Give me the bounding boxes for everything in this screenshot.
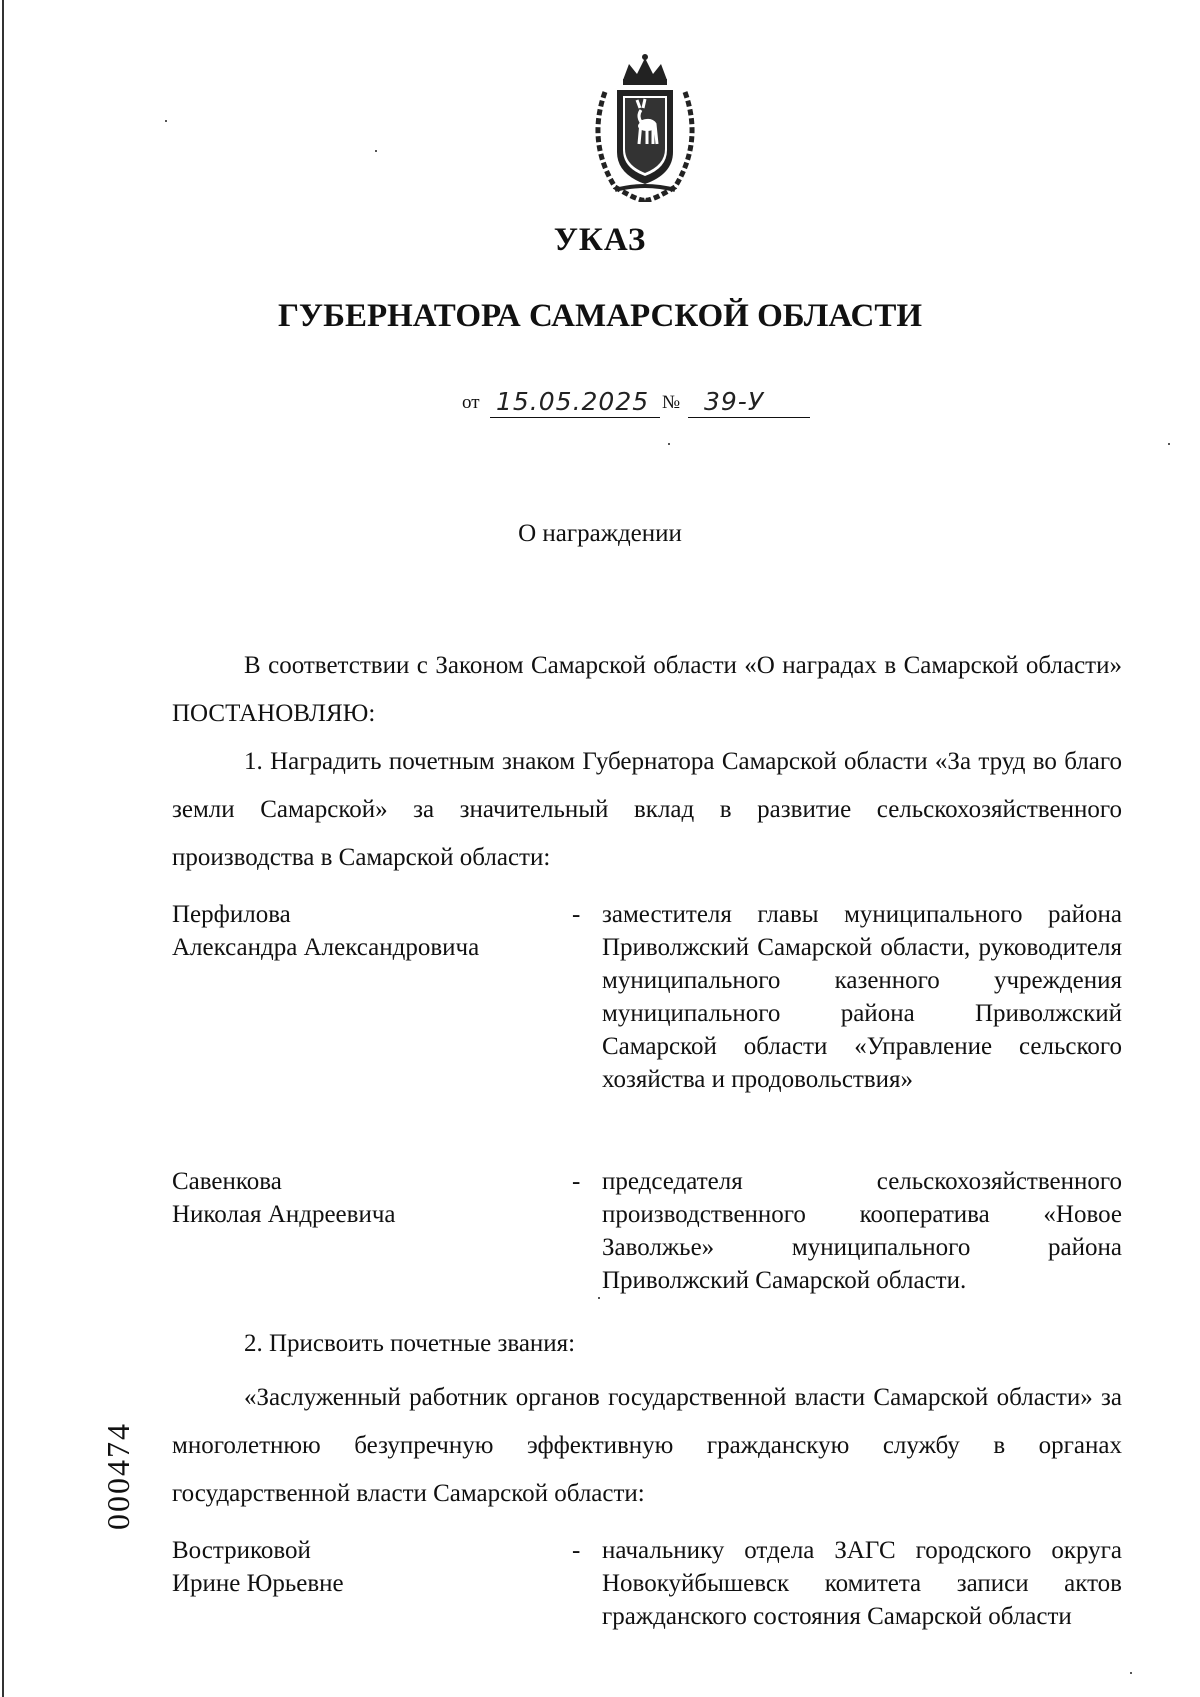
handwritten-number: 39-У [704, 387, 765, 416]
scan-speck [668, 443, 670, 445]
awardee-position: заместителя главы муниципального района Приволжский Самарской области, руководителя муниципального казенного учреждения муниципального района Приволжский Самарской области «Управление сельского хозяйства и продовольствия» [602, 901, 1122, 1093]
awardee-dash: - [572, 1168, 581, 1195]
awardee-surname: Перфилова [172, 901, 291, 928]
awardee-surname: Востриковой [172, 1537, 311, 1564]
date-number-line [462, 382, 862, 422]
preamble-paragraph [172, 642, 1122, 738]
scan-speck [165, 120, 167, 122]
awardee-dash: - [572, 1537, 581, 1564]
registration-stamp-number: 000474 [100, 1422, 136, 1530]
document-type-heading: УКАЗ [553, 222, 647, 258]
awardee-name [172, 898, 572, 964]
preamble-text: В соответствии с Законом Самарской области «О наградах в Самарской области» ПОСТАНОВЛЯЮ: [172, 652, 1122, 727]
date-underline [490, 417, 660, 418]
honorary-title-paragraph [172, 1374, 1122, 1518]
item-1-paragraph [172, 738, 1122, 882]
honorary-title-text: «Заслуженный работник органов государственной власти Самарской области» за многолетнюю безупречную эффективную гражданскую службу в органах государственной власти Самарской области: [172, 1384, 1122, 1507]
handwritten-date: 15.05.2025 [496, 387, 650, 416]
awardee-dash: - [572, 901, 581, 928]
number-prefix: № [662, 392, 681, 413]
awardee-given-names: Николая Андреевича [172, 1201, 396, 1228]
awardee-name [172, 1534, 572, 1600]
awardee-given-names: Ирине Юрьевне [172, 1570, 344, 1597]
awardee-given-names: Александра Александровича [172, 934, 480, 961]
scan-speck [1130, 1672, 1132, 1674]
awardee-position: председателя сельскохозяйственного производственного кооператива «Новое Заволжье» муниципального района Приволжский Самарской области. [602, 1168, 1122, 1294]
scan-speck [375, 150, 377, 152]
date-prefix: от [462, 392, 480, 413]
scan-speck [1168, 443, 1170, 445]
scan-speck [598, 1297, 600, 1299]
item-2-paragraph [172, 1320, 1122, 1368]
awardee-surname: Савенкова [172, 1168, 282, 1195]
number-underline [688, 417, 810, 418]
item-2-text: 2. Присвоить почетные звания: [244, 1330, 576, 1357]
item-1-text: 1. Наградить почетным знаком Губернатора Самарской области «За труд во благо земли Самарской» за значительный вклад в развитие сельскохозяйственного производства в Самарской области: [172, 748, 1122, 871]
issuer-heading: ГУБЕРНАТОРА САМАРСКОЙ ОБЛАСТИ [277, 298, 923, 334]
awardee-position: начальнику отдела ЗАГС городского округа Новокуйбышевск комитета записи актов гражданского состояния Самарской области [602, 1537, 1122, 1630]
coat-of-arms-icon [585, 52, 705, 202]
awardee-name [172, 1165, 572, 1231]
document-subject: О награждении [518, 520, 682, 547]
